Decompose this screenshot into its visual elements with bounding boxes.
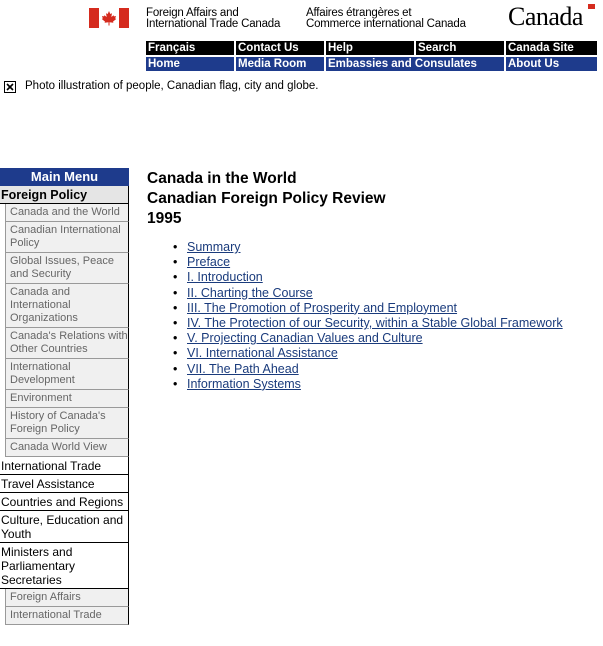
bullet-icon: • [173,346,178,361]
department-name-english [146,8,280,30]
bullet-icon: • [173,376,178,391]
wordmark-flag-icon [588,4,595,9]
menu-subitem-global-issues[interactable]: Global Issues, Peace and Security [5,253,129,284]
toc-link-information-systems[interactable]: Information Systems [187,376,301,391]
bullet-icon: • [173,331,178,346]
nav-home[interactable]: Home [146,57,234,71]
menu-subitem-international-development[interactable]: International Development [5,359,129,390]
nav-embassies-consulates[interactable]: Embassies and Consulates [326,57,504,71]
toc-item [171,316,563,331]
toc-item [171,270,563,285]
toc-link-summary[interactable]: Summary [187,240,241,254]
toc-link-preface[interactable]: Preface [187,255,231,270]
toc-link-introduction[interactable]: I. Introduction [187,270,263,285]
menu-subitem-international-trade[interactable]: International Trade [5,607,129,625]
bullet-icon: • [173,240,178,254]
menu-subitem-international-organizations[interactable]: Canada and International Organizations [5,284,129,328]
nav-media-room[interactable]: Media Room [236,57,324,71]
dept-en-line-2: International Trade Canada [146,18,281,30]
menu-item-ministers-secretaries[interactable]: Ministers and Parliamentary Secretaries [0,543,129,589]
bullet-icon: • [173,270,178,285]
bullet-icon: • [173,316,178,331]
dept-en-line-1: Foreign Affairs and [146,7,239,19]
toc-item [171,331,563,346]
common-menu-bar-top [146,41,597,55]
dept-fr-line-1: Affaires étrangères et [306,7,412,19]
table-of-contents [171,240,563,392]
nav-about-us[interactable]: About Us [506,57,597,71]
toc-link-protection-security[interactable]: IV. The Protection of our Security, within a Stable Global Framework [187,316,563,331]
menu-subitem-relations-other-countries[interactable]: Canada's Relations with Other Countries [5,328,129,359]
menu-item-foreign-policy[interactable]: Foreign Policy [0,186,129,204]
dept-fr-line-2: Commerce international Canada [306,18,466,30]
toc-link-international-assistance[interactable]: VI. International Assistance [187,346,338,361]
nav-francais[interactable]: Français [146,41,234,55]
toc-item [171,362,563,377]
bullet-icon: • [173,255,178,270]
department-name-french [306,8,466,30]
toc-item [171,346,563,361]
menu-subitem-canadian-international-policy[interactable]: Canadian International Policy [5,222,129,253]
toc-item [171,240,563,255]
menu-item-international-trade[interactable]: International Trade [0,457,129,475]
main-menu-title: Main Menu [0,168,129,186]
menu-item-culture-education-youth[interactable]: Culture, Education and Youth [0,511,129,543]
nav-contact-us[interactable]: Contact Us [236,41,324,55]
page-title [147,169,386,229]
toc-link-charting-the-course[interactable]: II. Charting the Course [187,285,313,300]
nav-search[interactable]: Search [416,41,504,55]
canada-wordmark-logo: Canada [508,2,583,31]
toc-item [171,377,563,392]
toc-link-prosperity-employment[interactable]: III. The Promotion of Prosperity and Employment [187,300,458,315]
menu-subitem-canada-and-the-world[interactable]: Canada and the World [5,204,129,222]
title-line-1: Canada in the World [147,170,297,187]
menu-subitem-history-foreign-policy[interactable]: History of Canada's Foreign Policy [5,408,129,439]
toc-item [171,286,563,301]
toc-item [171,301,563,316]
banner-image-alt-text: Photo illustration of people, Canadian flag, city and globe. [25,80,319,92]
broken-image-icon [4,81,16,93]
toc-item [171,255,563,270]
menu-item-countries-and-regions[interactable]: Countries and Regions [0,493,129,511]
nav-canada-site[interactable]: Canada Site [506,41,597,55]
bullet-icon: • [173,361,178,376]
bullet-icon: • [173,285,178,300]
title-line-2: Canadian Foreign Policy Review [147,190,386,207]
canada-flag-icon [89,8,129,28]
toc-link-path-ahead[interactable]: VII. The Path Ahead [187,361,299,376]
nav-help[interactable]: Help [326,41,414,55]
menu-subitem-foreign-affairs[interactable]: Foreign Affairs [5,589,129,607]
menu-item-travel-assistance[interactable]: Travel Assistance [0,475,129,493]
bullet-icon: • [173,300,178,315]
menu-subitem-canada-world-view[interactable]: Canada World View [5,439,129,457]
menu-subitem-environment[interactable]: Environment [5,390,129,408]
toc-link-values-culture[interactable]: V. Projecting Canadian Values and Culture [187,331,423,346]
title-line-3: 1995 [147,210,182,227]
common-menu-bar-bottom [146,57,597,71]
left-main-menu [0,168,129,625]
